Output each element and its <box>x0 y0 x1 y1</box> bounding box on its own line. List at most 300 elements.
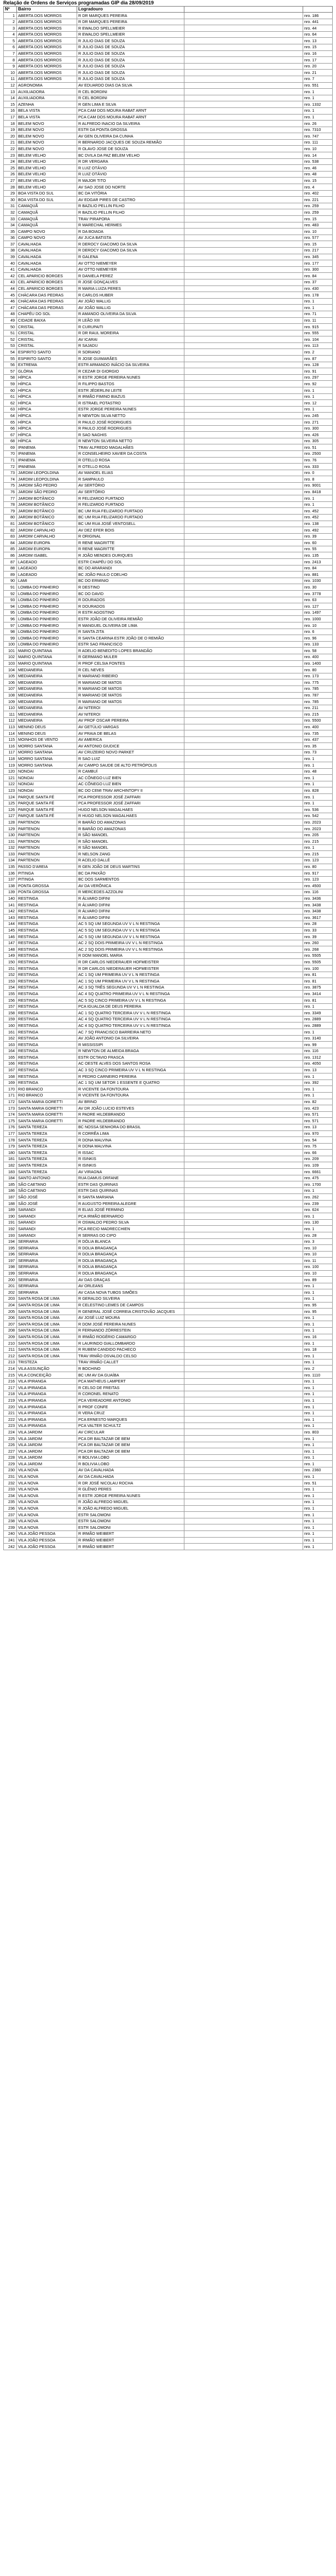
table-row <box>4 1505 333 1512</box>
table-row <box>4 991 333 997</box>
row-number: 162 <box>4 1035 17 1042</box>
row-spacer <box>184 540 303 546</box>
row-bairro: CEL APARICIO BORGES <box>17 285 77 292</box>
row-numero: nro. 16 <box>303 1334 333 1340</box>
table-row <box>4 311 333 317</box>
row-logradouro: BC UM AV DA GUAÍBA <box>77 1372 184 1379</box>
row-numero: nro. 104 <box>303 336 333 343</box>
row-numero: nro. 116 <box>303 1048 333 1054</box>
row-number: 55 <box>4 356 17 362</box>
row-bairro: SANTA TEREZA <box>17 1156 77 1162</box>
row-logradouro: BC JOÃO PAULO COELHO <box>77 572 184 578</box>
table-row <box>4 1277 333 1283</box>
table-row <box>4 648 333 654</box>
table-row <box>4 635 333 642</box>
row-number: 222 <box>4 1416 17 1423</box>
row-bairro: VILA IPIRANGA <box>17 1385 77 1391</box>
row-spacer <box>184 76 303 82</box>
row-number: 241 <box>4 1537 17 1544</box>
row-bairro: SERRARIA <box>17 1258 77 1264</box>
row-spacer <box>184 209 303 216</box>
table-body <box>4 13 333 1550</box>
row-bairro: RESTINGA <box>17 915 77 921</box>
table-row <box>4 1245 333 1252</box>
row-numero: nro. 1 <box>303 1073 333 1080</box>
row-numero: nro. 1400 <box>303 660 333 667</box>
row-bairro: SANTA ROSA DE LIMA <box>17 1315 77 1321</box>
row-spacer <box>184 717 303 724</box>
row-logradouro: R DOLIA BRAGANÇA <box>77 1270 184 1277</box>
row-numero: nro. 430 <box>303 285 333 292</box>
row-number: 59 <box>4 381 17 387</box>
row-bairro: CAMPO NOVO <box>17 235 77 241</box>
row-numero: nro. 1 <box>303 1416 333 1423</box>
table-row <box>4 972 333 978</box>
row-logradouro: AV SAO JOSE DO NORTE <box>77 184 184 191</box>
row-spacer <box>184 121 303 127</box>
row-numero: nro. 1 <box>303 501 333 508</box>
row-logradouro: R ELIAS JOSÉ FERMINO <box>77 1207 184 1213</box>
row-bairro: CRISTAL <box>17 324 77 330</box>
row-spacer <box>184 1454 303 1461</box>
table-row <box>4 813 333 819</box>
row-bairro: PARTENON <box>17 857 77 864</box>
row-spacer <box>184 635 303 642</box>
row-spacer <box>184 508 303 515</box>
table-row <box>4 1289 333 1296</box>
table-row <box>4 851 333 858</box>
table-row <box>4 1105 333 1112</box>
row-numero: nro. 30 <box>303 584 333 591</box>
column-header-num: Nº <box>4 7 17 13</box>
row-logradouro: AV SERTÓRIO <box>77 489 184 495</box>
row-spacer <box>184 368 303 375</box>
row-number: 123 <box>4 787 17 794</box>
row-spacer <box>184 317 303 324</box>
row-logradouro: R GENERAL JOSÉ CORREIA CRISTOVÃO JACQUES <box>77 1309 184 1315</box>
row-spacer <box>184 1378 303 1385</box>
column-header-spacer <box>184 7 303 13</box>
row-numero: nro. 48 <box>303 768 333 775</box>
row-bairro: RESTINGA <box>17 1010 77 1016</box>
table-row <box>4 1124 333 1130</box>
row-spacer <box>184 197 303 203</box>
row-number: 232 <box>4 1480 17 1487</box>
row-numero: nro. 13 <box>303 38 333 44</box>
row-spacer <box>184 222 303 229</box>
row-number: 81 <box>4 521 17 527</box>
row-numero: nro. 1 <box>303 1187 333 1194</box>
row-spacer <box>184 756 303 762</box>
table-row <box>4 927 333 934</box>
row-logradouro: R GEN LIMA E SILVA <box>77 101 184 108</box>
row-spacer <box>184 501 303 508</box>
row-bairro: SERRARIA <box>17 1289 77 1296</box>
row-spacer <box>184 883 303 889</box>
table-row <box>4 1086 333 1093</box>
row-logradouro: R OLAVO JOSE DE SOUZA <box>77 146 184 152</box>
table-row <box>4 501 333 508</box>
row-spacer <box>184 1086 303 1093</box>
row-logradouro: R OSWALDO PEDRO SILVA <box>77 1219 184 1226</box>
service-orders-table <box>3 6 333 1550</box>
row-number: 66 <box>4 425 17 432</box>
row-spacer <box>184 1124 303 1130</box>
row-bairro: SANTA TEREZA <box>17 1137 77 1144</box>
row-bairro: BELEM NOVO <box>17 121 77 127</box>
row-bairro: VILA CONCEIÇÃO <box>17 1372 77 1379</box>
row-spacer <box>184 362 303 368</box>
row-logradouro: BC DO CEMI TRAV ARCHINTOPY II <box>77 787 184 794</box>
row-logradouro: PCA DR BALTAZAR DE BEM <box>77 1442 184 1448</box>
row-spacer <box>184 609 303 616</box>
row-logradouro: R SÃO MANOEL <box>77 832 184 838</box>
row-bairro: VILA IPIRANGA <box>17 1416 77 1423</box>
table-row <box>4 921 333 927</box>
row-number: 36 <box>4 235 17 241</box>
row-bairro: PITINGA <box>17 870 77 877</box>
row-number: 18 <box>4 121 17 127</box>
row-logradouro: TRAV PIRAPORA <box>77 216 184 222</box>
row-numero: nro. 1 <box>303 844 333 851</box>
row-number: 42 <box>4 273 17 279</box>
row-logradouro: R ESTR AGOSTINO <box>77 609 184 616</box>
row-numero: nro. 20 <box>303 63 333 70</box>
row-spacer <box>184 800 303 807</box>
row-spacer <box>184 25 303 32</box>
row-numero: nro. 1 <box>303 794 333 801</box>
row-logradouro: PCA PROFESSOR JOSÉ ZAFFARI <box>77 794 184 801</box>
row-numero: nro. 35 <box>303 743 333 750</box>
row-number: 53 <box>4 342 17 349</box>
row-number: 235 <box>4 1499 17 1505</box>
row-bairro: VILA JARDIM <box>17 1454 77 1461</box>
row-spacer <box>184 991 303 997</box>
row-spacer <box>184 1270 303 1277</box>
row-spacer <box>184 13 303 19</box>
row-numero: nro. 917 <box>303 870 333 877</box>
row-number: 233 <box>4 1486 17 1493</box>
row-numero: nro. 81 <box>303 978 333 985</box>
row-bairro: RESTINGA <box>17 952 77 959</box>
row-logradouro: R RENE MAGRITTE <box>77 546 184 552</box>
row-bairro: VILA NOVA <box>17 1480 77 1487</box>
row-number: 2 <box>4 19 17 25</box>
row-numero: nro. 785 <box>303 699 333 705</box>
row-bairro: SARANDI <box>17 1207 77 1213</box>
table-row <box>4 1219 333 1226</box>
row-number: 130 <box>4 832 17 838</box>
row-logradouro: R DR CARLOS NIEDERAUER HOFMEISTER <box>77 959 184 966</box>
row-number: 49 <box>4 317 17 324</box>
row-logradouro: R VICENTE DA FONTOURA <box>77 1086 184 1093</box>
row-logradouro: R DEROCY GIACOMO DA SILVA <box>77 247 184 254</box>
row-logradouro: R OTELLO ROSA <box>77 457 184 464</box>
row-logradouro: AC 4 SQ QUATRO TERCEIRA UV V L N RESTINGA <box>77 1016 184 1023</box>
row-number: 193 <box>4 1232 17 1239</box>
row-logradouro: R CARLOS HUBER <box>77 292 184 299</box>
row-bairro: SANTA TEREZA <box>17 1124 77 1130</box>
row-number: 228 <box>4 1454 17 1461</box>
row-logradouro: AC CÔNEGO LUZ BIEN <box>77 775 184 781</box>
row-number: 104 <box>4 667 17 673</box>
row-logradouro: R JULIO DIAS DE SOUZA <box>77 76 184 82</box>
row-numero: nro. 3414 <box>303 991 333 997</box>
row-bairro: SANTA ROSA DE LIMA <box>17 1340 77 1347</box>
row-spacer <box>184 241 303 248</box>
row-spacer <box>184 1232 303 1239</box>
row-logradouro: R PAULO JOSÉ RODRIGUES <box>77 419 184 426</box>
row-bairro: VILA NOVA <box>17 1467 77 1473</box>
row-numero: nro. 10 <box>303 622 333 629</box>
row-bairro: VILA NOVA <box>17 1512 77 1518</box>
row-numero: nro. 1110 <box>303 1372 333 1379</box>
row-number: 30 <box>4 197 17 203</box>
table-row <box>4 533 333 540</box>
table-row <box>4 190 333 197</box>
row-number: 85 <box>4 546 17 552</box>
row-numero: nro. 300 <box>303 266 333 273</box>
table-row <box>4 521 333 527</box>
row-bairro: RESTINGA <box>17 984 77 991</box>
row-numero: nro. 1 <box>303 406 333 413</box>
row-number: 13 <box>4 89 17 95</box>
table-header-row <box>4 7 333 13</box>
row-logradouro: ESTR DA PONTA GROSSA <box>77 127 184 133</box>
table-row <box>4 1130 333 1137</box>
row-numero: nro. 100 <box>303 1264 333 1270</box>
row-numero: nro. 95 <box>303 1302 333 1309</box>
table-row <box>4 915 333 921</box>
row-numero: nro. 803 <box>303 1429 333 1436</box>
row-logradouro: AC 1 SQ UM PRIMEIRA UV V L N RESTINGA <box>77 978 184 985</box>
table-row <box>4 1416 333 1423</box>
row-numero: nro. 1 <box>303 1544 333 1550</box>
row-bairro: SANTA ROSA DE LIMA <box>17 1302 77 1309</box>
table-row <box>4 1156 333 1162</box>
table-row <box>4 495 333 502</box>
row-logradouro: R DÓLIA BLANCA <box>77 1238 184 1245</box>
row-number: 125 <box>4 800 17 807</box>
row-spacer <box>184 984 303 991</box>
row-logradouro: R BAZILIO PELLIN FILHO <box>77 209 184 216</box>
row-numero: nro. 6661 <box>303 1169 333 1175</box>
row-logradouro: AV OTTO NIEMEYER <box>77 266 184 273</box>
row-number: 83 <box>4 533 17 540</box>
row-number: 29 <box>4 190 17 197</box>
row-spacer <box>184 648 303 654</box>
row-logradouro: R LEÃO XIII <box>77 317 184 324</box>
row-numero: nro. 437 <box>303 736 333 743</box>
row-number: 35 <box>4 229 17 235</box>
row-number: 7 <box>4 50 17 57</box>
row-bairro: BELEM VELHO <box>17 158 77 165</box>
row-numero: nro. 259 <box>303 209 333 216</box>
table-row <box>4 1391 333 1397</box>
row-logradouro: PCA VALTER SCHULTZ <box>77 1423 184 1429</box>
row-numero: nro. 2 <box>303 1366 333 1372</box>
row-numero: nro. 12 <box>303 400 333 407</box>
row-spacer <box>184 1410 303 1416</box>
row-logradouro: ESTR SALOMONI <box>77 1524 184 1531</box>
row-number: 110 <box>4 705 17 711</box>
row-logradouro: R MAJOR TITO <box>77 178 184 184</box>
row-bairro: VILA NOVA <box>17 1473 77 1480</box>
row-spacer <box>184 1181 303 1188</box>
row-number: 166 <box>4 1060 17 1067</box>
row-logradouro: R DONA MALVINA <box>77 1137 184 1144</box>
row-bairro: HÍPICA <box>17 374 77 381</box>
row-numero: nro. 123 <box>303 876 333 883</box>
row-bairro: NONOAI <box>17 775 77 781</box>
row-number: 196 <box>4 1251 17 1258</box>
row-number: 146 <box>4 934 17 940</box>
table-row <box>4 1480 333 1487</box>
row-logradouro: AC 5 SQ UM SEGUNDA UV V L N RESTINGA <box>77 927 184 934</box>
row-logradouro: AV AMERICA <box>77 736 184 743</box>
row-bairro: VILA IPIRANGA <box>17 1397 77 1404</box>
row-logradouro: AV JOÃO ANTONIO DA SILVEIRA <box>77 1035 184 1042</box>
row-number: 25 <box>4 165 17 172</box>
row-logradouro: R ALFREDO INACIO DA SILVEIRA <box>77 121 184 127</box>
row-spacer <box>184 629 303 635</box>
row-numero: nro. 262 <box>303 1194 333 1201</box>
row-numero: nro. 775 <box>303 679 333 686</box>
table-row <box>4 1410 333 1416</box>
table-row <box>4 247 333 254</box>
row-logradouro: R PAULO JOSÉ RODRIGUES <box>77 425 184 432</box>
row-spacer <box>184 1035 303 1042</box>
row-logradouro: PCA PROFESSOR JOSÉ ZAFFARI <box>77 800 184 807</box>
row-number: 184 <box>4 1175 17 1181</box>
row-spacer <box>184 1010 303 1016</box>
table-row <box>4 203 333 209</box>
row-spacer <box>184 139 303 146</box>
row-spacer <box>184 673 303 679</box>
row-spacer <box>184 444 303 451</box>
table-row <box>4 438 333 444</box>
row-numero: nro. 33 <box>303 927 333 934</box>
row-numero: nro. 2023 <box>303 819 333 826</box>
row-logradouro: BC DO ERMINIO <box>77 578 184 584</box>
row-bairro: MORRO SANTANA <box>17 749 77 756</box>
row-numero: nro. 536 <box>303 807 333 813</box>
row-numero: nro. 71 <box>303 311 333 317</box>
row-bairro: MEDIANEIRA <box>17 686 77 692</box>
row-spacer <box>184 31 303 38</box>
row-numero: nro. 51 <box>303 444 333 451</box>
row-bairro: MEDIANEIRA <box>17 692 77 699</box>
row-number: 120 <box>4 768 17 775</box>
row-bairro: SANTA ROSA DE LIMA <box>17 1346 77 1353</box>
row-spacer <box>184 190 303 197</box>
table-row <box>4 1397 333 1404</box>
row-bairro: BELA VISTA <box>17 114 77 121</box>
row-numero: nro. 3875 <box>303 984 333 991</box>
row-number: 157 <box>4 1003 17 1010</box>
row-numero: nro. 1332 <box>303 101 333 108</box>
row-numero: nro. 11 <box>303 317 333 324</box>
row-spacer <box>184 114 303 121</box>
table-row <box>4 1295 333 1302</box>
row-numero: nro. 60 <box>303 540 333 546</box>
row-spacer <box>184 178 303 184</box>
row-number: 14 <box>4 95 17 101</box>
row-number: 4 <box>4 31 17 38</box>
row-numero: nro. 26 <box>303 121 333 127</box>
row-spacer <box>184 826 303 832</box>
row-logradouro: ESTR DAS QUIRINAS <box>77 1181 184 1188</box>
row-numero: nro. 1000 <box>303 616 333 622</box>
table-row <box>4 1467 333 1473</box>
row-number: 96 <box>4 616 17 622</box>
row-numero: nro. 13 <box>303 1124 333 1130</box>
row-bairro: SANTA MARIA GORETTI <box>17 1111 77 1118</box>
row-number: 158 <box>4 1010 17 1016</box>
row-spacer <box>184 1309 303 1315</box>
row-number: 5 <box>4 38 17 44</box>
row-spacer <box>184 292 303 299</box>
row-logradouro: R FELIZARDO FURTADO <box>77 495 184 502</box>
row-number: 90 <box>4 578 17 584</box>
row-numero: nro. 1 <box>303 1391 333 1397</box>
row-number: 124 <box>4 794 17 801</box>
row-number: 23 <box>4 152 17 159</box>
row-number: 1 <box>4 13 17 19</box>
row-logradouro: R ISINKIS <box>77 1162 184 1169</box>
row-bairro: CAMAQUÃ <box>17 209 77 216</box>
row-bairro: SÃO CAETANO <box>17 1181 77 1188</box>
table-row <box>4 197 333 203</box>
row-logradouro: R GALENA <box>77 254 184 260</box>
table-row <box>4 171 333 178</box>
row-number: 107 <box>4 686 17 692</box>
row-number: 38 <box>4 247 17 254</box>
row-number: 145 <box>4 927 17 934</box>
row-numero: nro. 173 <box>303 673 333 679</box>
row-numero: nro. 400 <box>303 654 333 660</box>
row-bairro: ESPIRITO SANTO <box>17 349 77 356</box>
row-bairro: MORRO SANTANA <box>17 762 77 769</box>
row-numero: nro. 1 <box>303 775 333 781</box>
row-number: 129 <box>4 826 17 832</box>
row-number: 186 <box>4 1187 17 1194</box>
row-number: 56 <box>4 362 17 368</box>
row-spacer <box>184 1175 303 1181</box>
row-numero: nro. 1 <box>303 1003 333 1010</box>
row-number: 189 <box>4 1207 17 1213</box>
table-row <box>4 787 333 794</box>
table-row <box>4 425 333 432</box>
row-bairro: VILA NOVA <box>17 1505 77 1512</box>
row-bairro: ABERTA DOS MORROS <box>17 25 77 32</box>
row-number: 237 <box>4 1512 17 1518</box>
row-bairro: ABERTA DOS MORROS <box>17 57 77 64</box>
row-numero: nro. 10 <box>303 1245 333 1252</box>
row-number: 174 <box>4 1111 17 1118</box>
row-bairro: JARDIM EUROPA <box>17 540 77 546</box>
table-row <box>4 1003 333 1010</box>
row-logradouro: R CEL NEVES <box>77 667 184 673</box>
row-number: 26 <box>4 171 17 178</box>
row-number: 39 <box>4 254 17 260</box>
row-spacer <box>184 934 303 940</box>
table-row <box>4 1162 333 1169</box>
row-numero: nro. 915 <box>303 324 333 330</box>
row-numero: nro. 215 <box>303 851 333 858</box>
row-spacer <box>184 1016 303 1023</box>
row-number: 76 <box>4 489 17 495</box>
